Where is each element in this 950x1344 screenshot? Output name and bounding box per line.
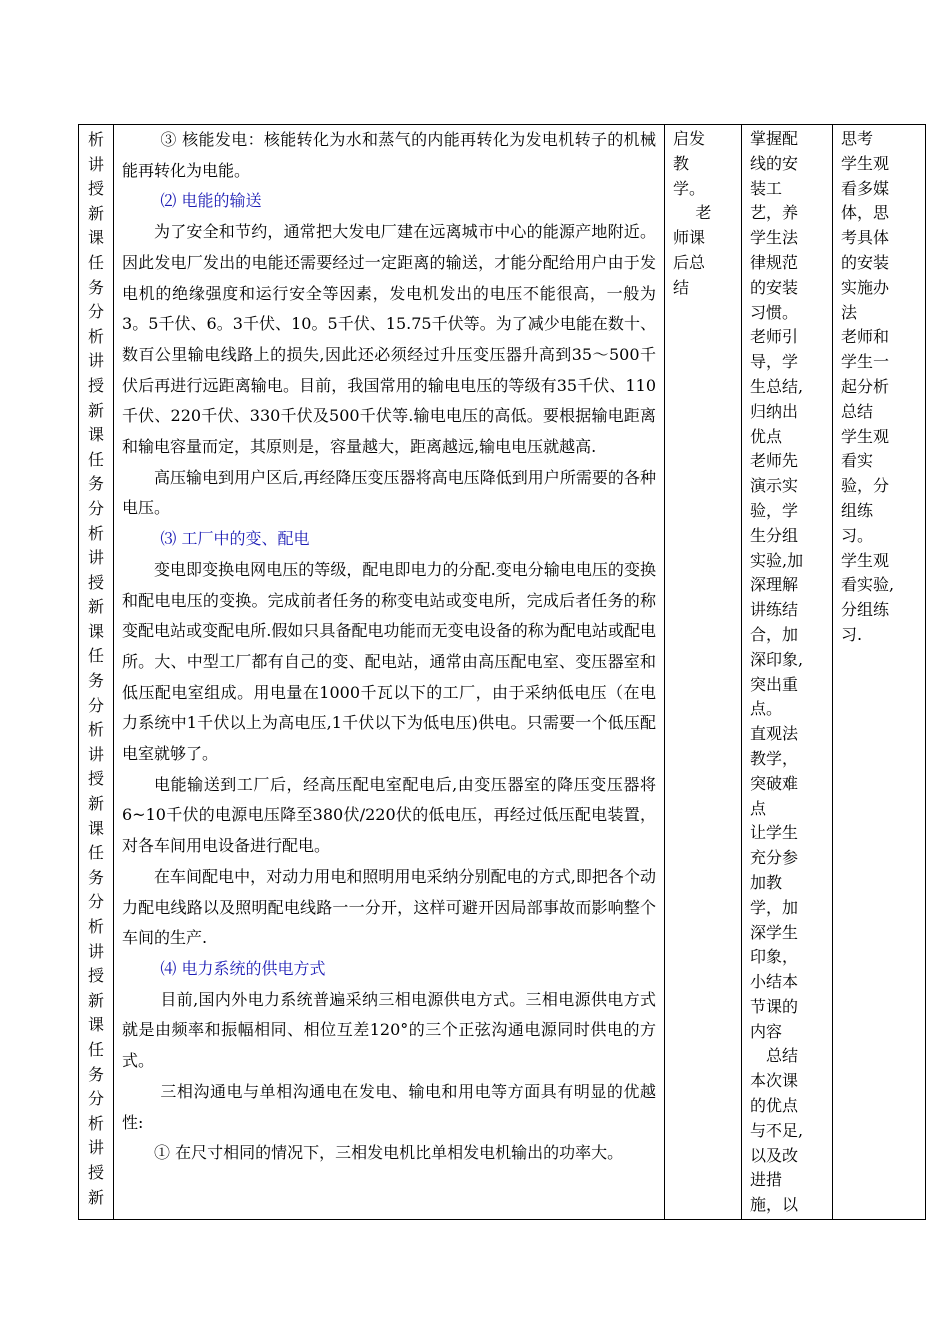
vertical-char: 新 — [87, 990, 104, 1010]
design-intent-line: 演示实 — [750, 476, 799, 496]
vertical-char: 任 — [87, 646, 104, 666]
vertical-char: 析 — [87, 917, 104, 936]
vertical-char: 新 — [87, 400, 104, 420]
design-intent-line: 生总结, — [750, 376, 804, 396]
design-intent-line: 讲练结 — [750, 600, 799, 620]
paragraph-substation: 变电即变换电网电压的等级，配电即电力的分配.变电分输电电压的变换和配电电压的变换。完成前者任务的称变电站或变电所，完成后者任务的称变配电站或变配电所.假如只具备配电功能而无变电设备的称为配电站或配电所。大、中型工厂都有自己的变、配电站，通常由高压配电室、变压器室和低压配电室组成。用电量在1000千瓦以下的工厂，由于采纳低电压（在电力系统中1千伏以上为高电压,1千伏以下为低电压)供电。只需要一个低压配电室就够了。 — [122, 559, 656, 764]
vertical-char: 析 — [87, 720, 104, 740]
paragraph-factory-distribution: 电能输送到工厂后，经高压配电室配电后,由变压器室的降压变压器将6~10千伏的电源电压降至380伏/220伏的低电压，再经过低压配电装置，对各车间用电设备进行配电。 — [122, 774, 656, 856]
method-line: 师课 — [673, 228, 706, 248]
heading-factory-substation: ⑶ 工厂中的变、配电 — [160, 529, 310, 549]
vertical-char: 任 — [87, 843, 104, 863]
student-activity-line: 的安装 — [841, 252, 890, 272]
student-activity-line: 实施办 — [841, 277, 890, 297]
paragraph-nuclear-power: ③ 核能发电：核能转化为水和蒸气的内能再转化为发电机转子的机械能再转化为电能。 — [122, 130, 656, 180]
student-activity-line: 体，思 — [841, 203, 890, 223]
design-intent-line: 优点 — [750, 426, 783, 446]
design-intent-line: 归纳出 — [750, 401, 799, 421]
design-intent-line: 小结本 — [750, 972, 799, 992]
method-line: 启发 — [673, 129, 706, 148]
heading-supply-mode: ⑷ 电力系统的供电方式 — [160, 958, 326, 978]
design-intent-line: 节课的 — [750, 996, 799, 1016]
design-intent-line: 艺，养 — [750, 203, 799, 223]
design-intent-line: 施，以 — [750, 1195, 799, 1215]
design-intent-line: 本次课 — [750, 1071, 799, 1091]
student-activity-line: 总结 — [841, 401, 874, 421]
student-activity-line: 分组练 — [841, 600, 890, 620]
vertical-char: 课 — [87, 818, 104, 838]
vertical-char: 讲 — [87, 548, 104, 568]
design-intent-line: 线的安 — [750, 153, 799, 173]
student-activity-line: 老师和 — [841, 327, 890, 347]
vertical-char: 新 — [87, 203, 104, 223]
vertical-char: 讲 — [87, 744, 104, 764]
vertical-char: 新 — [87, 794, 104, 814]
design-intent-line: 装工 — [750, 178, 783, 198]
paragraph-step-down: 高压输电到用户区后,再经降压变压器将高电压降低到用户所需要的各种电压。 — [122, 467, 656, 518]
student-activity-line: 组练 — [841, 500, 874, 520]
vertical-char: 讲 — [87, 351, 104, 371]
design-intent-line: 突出重 — [750, 674, 799, 694]
method-line: 后总 — [673, 252, 706, 272]
design-intent-line: 教学， — [750, 748, 799, 768]
vertical-char: 分 — [87, 1089, 104, 1109]
method-line: 教 — [673, 153, 690, 173]
main-content-cell — [114, 125, 665, 1220]
student-activity-line: 法 — [841, 302, 858, 322]
student-activity-line: 看实验, — [841, 575, 895, 595]
vertical-char: 课 — [87, 1015, 104, 1035]
vertical-section-label — [79, 125, 114, 1220]
design-intent-line: 加教 — [750, 872, 783, 892]
student-activity-cell — [833, 125, 926, 1220]
vertical-char: 析 — [87, 326, 104, 346]
design-intent-line: 的安装 — [750, 277, 799, 297]
design-intent-line: 学生法 — [750, 228, 799, 248]
design-intent-cell — [742, 125, 833, 1220]
teaching-method-cell — [665, 125, 742, 1220]
design-intent-line: 老师先 — [750, 451, 799, 471]
vertical-char: 分 — [87, 498, 104, 518]
student-activity-line: 思考 — [841, 129, 874, 148]
vertical-char: 分 — [87, 892, 104, 912]
vertical-char: 授 — [87, 769, 104, 789]
design-intent-line: 突破难 — [750, 773, 799, 793]
student-activity-line: 看多媒 — [841, 178, 890, 198]
vertical-char: 授 — [87, 375, 104, 395]
student-activity-line: 起分析 — [841, 376, 890, 396]
vertical-char: 授 — [87, 1162, 104, 1182]
vertical-char: 新 — [87, 1187, 104, 1207]
paragraph-workshop-distribution: 在车间配电中，对动力用电和照明用电采纳分别配电的方式,即把各个动力配电线路以及照明配电线路一一分开，这样可避开因局部事故而影响整个车间的生产. — [122, 866, 656, 948]
vertical-char: 讲 — [87, 1138, 104, 1158]
student-activity-line: 学生观 — [841, 426, 890, 446]
design-intent-line: 直观法 — [750, 724, 799, 744]
student-activity-line: 学生观 — [841, 153, 890, 173]
method-line: 结 — [673, 277, 690, 297]
vertical-char: 新 — [87, 597, 104, 617]
design-intent-line: 律规范 — [750, 252, 799, 272]
vertical-char: 课 — [87, 425, 104, 445]
design-intent-line: 学，加 — [750, 897, 799, 917]
vertical-char: 务 — [87, 867, 104, 887]
design-intent-line: 点 — [750, 798, 767, 818]
design-intent-line: 的优点 — [750, 1096, 799, 1116]
student-activity-line: 习. — [841, 624, 863, 644]
lesson-plan-table — [78, 124, 926, 1220]
design-intent-line: 导，学 — [750, 352, 799, 372]
vertical-char: 讲 — [87, 154, 104, 174]
vertical-char: 务 — [87, 277, 104, 297]
method-line: 老 — [695, 203, 712, 223]
student-activity-line: 验，分 — [841, 476, 890, 496]
paragraph-point-one: ① 在尺寸相同的情况下，三相发电机比单相发电机输出的功率大。 — [154, 1143, 624, 1163]
vertical-char: 课 — [87, 228, 104, 248]
paragraph-advantages: 三相沟通电与单相沟通电在发电、输电和用电等方面具有明显的优越性: — [122, 1081, 656, 1132]
design-intent-line: 深印象, — [750, 649, 804, 669]
vertical-char: 授 — [87, 179, 104, 199]
vertical-char: 任 — [87, 1039, 104, 1059]
design-intent-line: 深理解 — [750, 575, 799, 595]
design-intent-line: 以及改 — [750, 1145, 799, 1165]
design-intent-line: 验，学 — [750, 500, 799, 520]
design-intent-line: 生分组 — [750, 525, 799, 545]
design-intent-line: 实验,加 — [750, 550, 804, 570]
design-intent-line: 深学生 — [750, 922, 799, 942]
vertical-char: 析 — [87, 1113, 104, 1133]
vertical-char: 授 — [87, 572, 104, 592]
table-row — [79, 125, 926, 1220]
student-activity-line: 考具体 — [841, 228, 890, 248]
design-intent-line: 总结 — [766, 1046, 799, 1066]
vertical-char: 任 — [87, 252, 104, 272]
student-activity-line: 看实 — [841, 451, 874, 471]
vertical-char: 分 — [87, 302, 104, 322]
vertical-char: 任 — [87, 449, 104, 469]
student-activity-line: 学生一 — [841, 352, 890, 372]
heading-power-transmission: ⑵ 电能的输送 — [160, 191, 262, 211]
vertical-char: 授 — [87, 966, 104, 986]
paragraph-three-phase: 目前,国内外电力系统普遍采纳三相电源供电方式。三相电源供电方式就是由频率和振幅相同、相位互差120°的三个正弦沟通电源同时供电的方式。 — [122, 989, 656, 1071]
design-intent-line: 习惯。 — [750, 302, 799, 322]
design-intent-line: 进措 — [750, 1170, 783, 1190]
vertical-char: 讲 — [87, 941, 104, 961]
vertical-char: 务 — [87, 671, 104, 691]
vertical-char: 务 — [87, 1064, 104, 1084]
design-intent-line: 充分参 — [750, 848, 799, 868]
method-line: 学。 — [673, 178, 706, 198]
design-intent-line: 掌握配 — [750, 129, 799, 148]
vertical-char: 课 — [87, 621, 104, 641]
design-intent-line: 与不足, — [750, 1120, 804, 1140]
design-intent-line: 老师引 — [750, 327, 799, 347]
design-intent-line: 印象， — [750, 947, 799, 967]
vertical-char: 务 — [87, 474, 104, 494]
design-intent-line: 内容 — [750, 1021, 783, 1041]
design-intent-line: 合，加 — [750, 624, 799, 644]
student-activity-line: 习。 — [841, 525, 874, 545]
paragraph-transmission: 为了安全和节约，通常把大发电厂建在远离城市中心的能源产地附近。因此发电厂发出的电能还需要经过一定距离的输送，才能分配给用户由于发电机的绝缘强度和运行安全等因素，发电机发出的电压不能很高，一般为3。5千伏、6。3千伏、10。5千伏、15.75千伏等。为了减少电能在数十、数百公里输电线路上的损失,因此还必须经过升压变压器升高到35～500千伏后再进行远距离输电。目前，我国常用的输电电压的等级有35千伏、110千伏、220千伏、330千伏及500千伏等.输电电压的高低。要根据输电距离和输电容量而定，其原则是，容量越大，距离越远,输电电压就越高. — [122, 222, 656, 457]
design-intent-line: 让学生 — [750, 823, 799, 843]
vertical-char: 析 — [87, 523, 104, 543]
design-intent-line: 点。 — [750, 699, 783, 719]
vertical-char: 析 — [87, 130, 104, 149]
vertical-char: 分 — [87, 695, 104, 715]
student-activity-line: 学生观 — [841, 550, 890, 570]
